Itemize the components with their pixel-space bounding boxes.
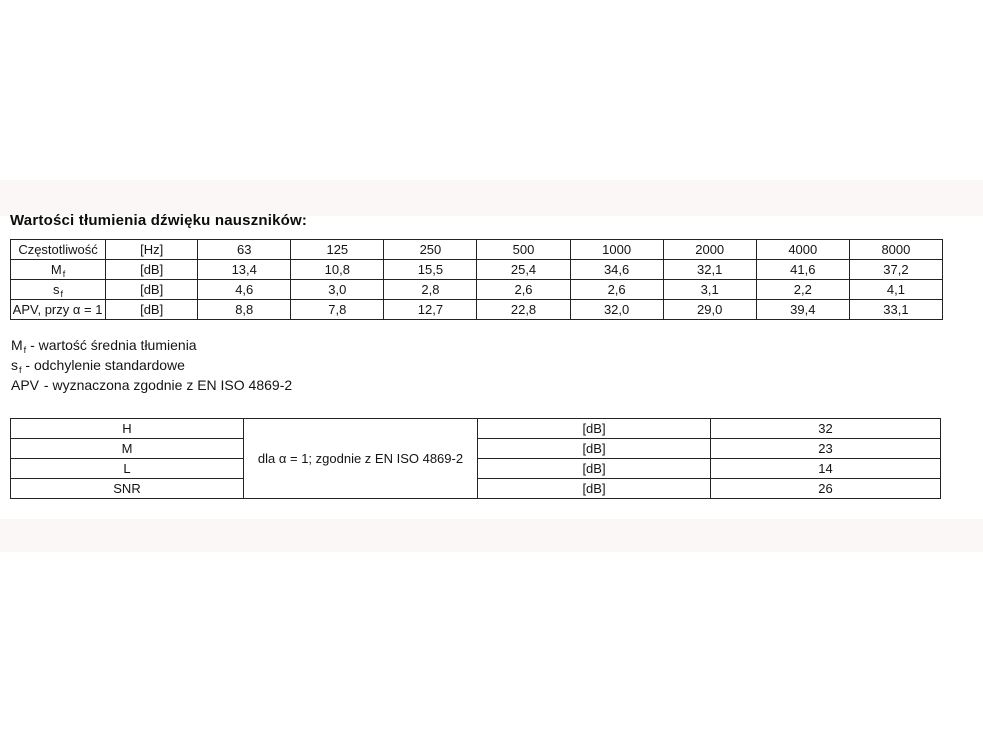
row-unit-cell: [dB] — [106, 260, 198, 280]
summary-label-cell: M — [11, 439, 244, 459]
summary-value-cell: 32 — [711, 419, 941, 439]
value-cell: 34,6 — [570, 260, 663, 280]
summary-value-cell: 23 — [711, 439, 941, 459]
header-label-cell: Częstotliwość — [11, 240, 106, 260]
frequency-cell: 1000 — [570, 240, 663, 260]
summary-value-cell: 14 — [711, 459, 941, 479]
value-cell: 12,7 — [384, 300, 477, 320]
row-label-subscript: f — [62, 269, 66, 279]
value-cell: 3,0 — [291, 280, 384, 300]
footnote-stddev — [11, 356, 292, 376]
frequency-cell: 4000 — [756, 240, 849, 260]
scan-tint-band-top — [0, 180, 983, 216]
value-cell: 2,6 — [477, 280, 570, 300]
value-cell: 8,8 — [198, 300, 291, 320]
footnote-mean — [11, 336, 292, 356]
summary-table — [10, 418, 941, 499]
value-cell: 33,1 — [849, 300, 942, 320]
row-label-cell — [11, 300, 106, 320]
footnote-symbol: M — [11, 337, 23, 353]
frequency-cell: 500 — [477, 240, 570, 260]
table-row-frequencies — [11, 240, 943, 260]
scan-tint-band-bottom — [0, 519, 983, 552]
table-row-mean-attenuation — [11, 260, 943, 280]
value-cell: 41,6 — [756, 260, 849, 280]
table-row-apv — [11, 300, 943, 320]
value-cell: 22,8 — [477, 300, 570, 320]
row-label-cell — [11, 260, 106, 280]
value-cell: 29,0 — [663, 300, 756, 320]
footnote-symbol: APV — [11, 377, 40, 393]
footnote-symbol: s — [11, 357, 18, 373]
value-cell: 25,4 — [477, 260, 570, 280]
row-label-base: s — [53, 282, 60, 297]
footnote-text: - wyznaczona zgodnie z EN ISO 4869-2 — [40, 377, 293, 393]
value-cell: 15,5 — [384, 260, 477, 280]
value-cell: 7,8 — [291, 300, 384, 320]
value-cell: 4,1 — [849, 280, 942, 300]
value-cell: 10,8 — [291, 260, 384, 280]
value-cell: 39,4 — [756, 300, 849, 320]
footnote-subscript: f — [23, 345, 27, 355]
frequency-cell: 8000 — [849, 240, 942, 260]
summary-unit-cell: [dB] — [478, 459, 711, 479]
summary-label-cell: SNR — [11, 479, 244, 499]
value-cell: 3,1 — [663, 280, 756, 300]
summary-label-cell: H — [11, 419, 244, 439]
footnote-text: - wartość średnia tłumienia — [26, 337, 197, 353]
row-label-base: M — [50, 262, 62, 277]
row-label-subscript: f — [60, 289, 64, 299]
page-title: Wartości tłumienia dźwięku nauszników: — [10, 212, 308, 229]
summary-unit-cell: [dB] — [478, 479, 711, 499]
value-cell: 2,6 — [570, 280, 663, 300]
summary-unit-cell: [dB] — [478, 439, 711, 459]
footnote-text: - odchylenie standardowe — [21, 357, 185, 373]
row-unit-cell: [dB] — [106, 280, 198, 300]
frequency-cell: 250 — [384, 240, 477, 260]
value-cell: 4,6 — [198, 280, 291, 300]
frequency-cell: 63 — [198, 240, 291, 260]
footnote-subscript: f — [19, 365, 22, 375]
value-cell: 2,8 — [384, 280, 477, 300]
row-unit-cell: [dB] — [106, 300, 198, 320]
footnotes — [11, 336, 292, 396]
table-row-standard-deviation — [11, 280, 943, 300]
attenuation-table — [10, 239, 943, 320]
frequency-cell: 2000 — [663, 240, 756, 260]
value-cell: 32,0 — [570, 300, 663, 320]
row-label-base: APV, przy α = 1 — [12, 302, 103, 317]
value-cell: 2,2 — [756, 280, 849, 300]
header-unit-cell: [Hz] — [106, 240, 198, 260]
value-cell: 37,2 — [849, 260, 942, 280]
value-cell: 13,4 — [198, 260, 291, 280]
summary-label-cell: L — [11, 459, 244, 479]
summary-unit-cell: [dB] — [478, 419, 711, 439]
frequency-cell: 125 — [291, 240, 384, 260]
summary-condition-cell: dla α = 1; zgodnie z EN ISO 4869-2 — [244, 419, 478, 499]
summary-value-cell: 26 — [711, 479, 941, 499]
value-cell: 32,1 — [663, 260, 756, 280]
table-row-h — [11, 419, 941, 439]
footnote-apv — [11, 376, 292, 396]
row-label-cell — [11, 280, 106, 300]
